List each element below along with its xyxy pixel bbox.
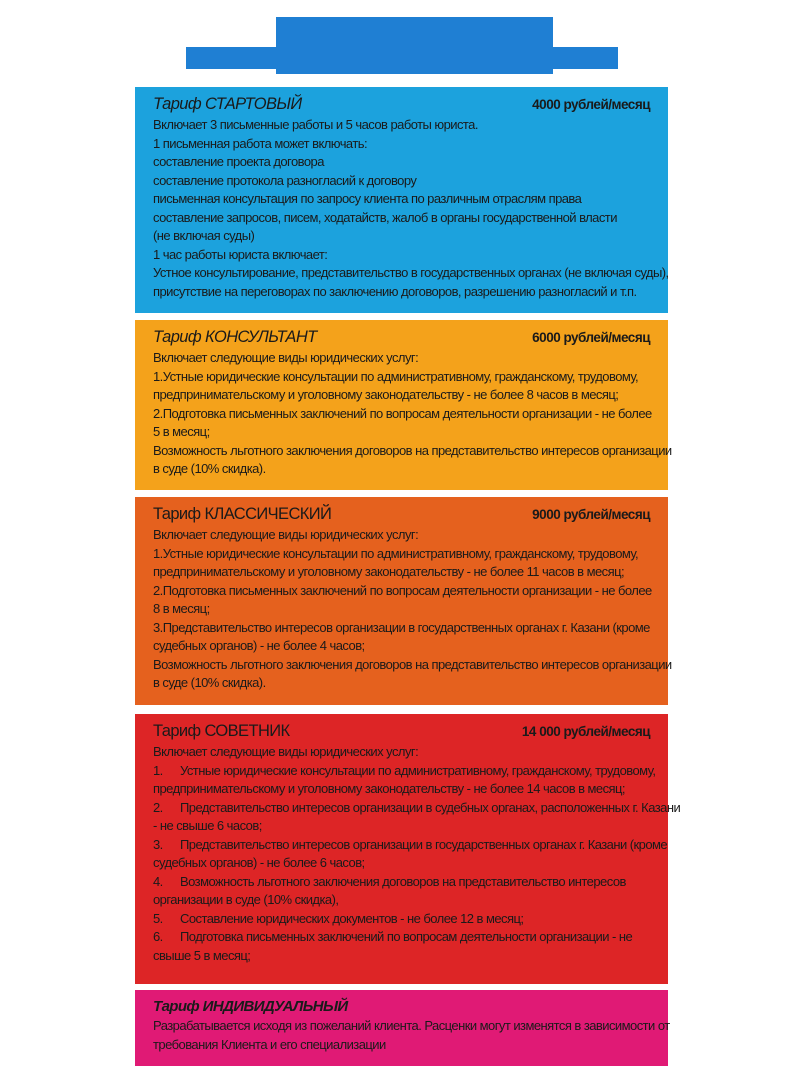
description-line: Устное консультирование, представительство в государственных органах (не включая суды), [153, 265, 669, 280]
description-line: предпринимательскому и уголовному законодательству - не более 8 часов в месяц; [153, 387, 619, 402]
description-line: 1.Устные юридические консультации по административному, гражданскому, трудовому, [153, 368, 639, 384]
tariff-card-start [135, 87, 668, 313]
description-line: составление проекта договора [153, 154, 324, 169]
tariff-price: 6000 рублей/месяц [532, 330, 650, 345]
list-item [153, 836, 668, 855]
tariff-price: 14 000 рублей/месяц [521, 724, 650, 739]
description-line: 8 в месяц; [153, 601, 210, 616]
list-number: 2. [153, 799, 163, 815]
description-line: присутствие на переговорах по заключению договоров, разрешению разногласий и т.п. [153, 283, 637, 299]
description-line: предпринимательскому и уголовному законодательству - не более 11 часов в месяц; [153, 564, 625, 579]
description-line: в суде (10% скидка). [153, 461, 266, 476]
tariff-description [153, 349, 672, 479]
list-item [153, 799, 681, 818]
description-line: 1 час работы юриста включает: [153, 246, 328, 262]
description-line: в суде (10% скидка). [153, 675, 266, 690]
description-line: 3.Представительство интересов организации в государственных органах г. Казани (кроме [153, 619, 650, 635]
list-number: 4. [153, 873, 163, 889]
description-line: Включает следующие виды юридических услуг: [153, 527, 419, 542]
description-line: Возможность льготного заключения договоров на представительство интересов организации [153, 656, 672, 672]
description-line: 2.Подготовка письменных заключений по вопросам деятельности организации - не более [153, 405, 652, 421]
tariff-title: Тариф ИНДИВИДУАЛЬНЫЙ [153, 998, 348, 1015]
description-line: 1.Устные юридические консультации по административному, гражданскому, трудовому, [153, 545, 639, 561]
description-line: Включает следующие виды юридических услуг: [153, 350, 419, 365]
description-line: 2.Подготовка письменных заключений по вопросам деятельности организации - не более [153, 582, 652, 598]
tariff-card-consultant [135, 320, 672, 490]
list-text: Представительство интересов организации в государственных органах г. Казани (кроме [180, 836, 668, 852]
list-continuation: предпринимательскому и уголовному законодательству - не более 14 часов в месяц; [153, 781, 625, 796]
description-line: (не включая суды) [153, 228, 255, 243]
list-continuation: организации в суде (10% скидка), [153, 892, 339, 907]
tariff-price: 9000 рублей/месяц [532, 507, 650, 522]
list-item [153, 910, 650, 929]
tariff-title: Тариф СОВЕТНИК [153, 722, 290, 740]
tariff-card-classic [135, 497, 672, 705]
list-text: Представительство интересов организации в судебных органах, расположенных г. Казани [180, 799, 681, 815]
tariff-description [153, 743, 681, 965]
description-line: Возможность льготного заключения договоров на представительство интересов организации [153, 442, 672, 458]
description-line: письменная консультация по запросу клиента по различным отраслям права [153, 191, 582, 206]
tariff-description [153, 116, 669, 301]
tariff-title: Тариф КЛАССИЧЕСКИЙ [153, 505, 332, 523]
list-number: 3. [153, 836, 163, 852]
description-line: составление протокола разногласий к договору [153, 172, 417, 188]
tariff-price: 4000 рублей/месяц [532, 97, 650, 112]
list-number: 1. [153, 762, 163, 778]
header-banner-block [276, 17, 553, 74]
tariff-description [153, 1017, 670, 1054]
description-line: требования Клиента и его специализации [153, 1036, 386, 1052]
list-item [153, 762, 656, 781]
list-continuation: свыше 5 в месяц; [153, 947, 251, 963]
list-text: Устные юридические консультации по административному, гражданскому, трудовому, [180, 762, 656, 778]
list-number: 5. [153, 910, 163, 926]
description-line: Включает следующие виды юридических услуг: [153, 744, 419, 759]
description-line: 1 письменная работа может включать: [153, 135, 368, 151]
tariff-description [153, 526, 672, 693]
list-text: Составление юридических документов - не более 12 в месяц; [180, 910, 524, 926]
list-continuation: судебных органов) - не более 6 часов; [153, 855, 365, 870]
description-line: Включает 3 письменные работы и 5 часов работы юриста. [153, 117, 478, 132]
list-text: Подготовка письменных заключений по вопросам деятельности организации - не [180, 929, 633, 944]
list-item [153, 928, 650, 947]
tariff-title: Тариф СТАРТОВЫЙ [153, 95, 302, 113]
tariff-title: Тариф КОНСУЛЬТАНТ [153, 328, 317, 346]
description-line: Разрабатывается исходя из пожеланий клиента. Расценки могут изменятся в зависимости от [153, 1018, 670, 1033]
tariff-card-individual [135, 990, 668, 1066]
list-continuation: - не свыше 6 часов; [153, 818, 262, 833]
list-text: Возможность льготного заключения договоров на представительство интересов [180, 873, 626, 889]
list-number: 6. [153, 929, 163, 944]
tariff-card-advisor [135, 714, 681, 984]
description-line: судебных органов) - не более 4 часов; [153, 638, 365, 653]
list-item [153, 873, 650, 892]
description-line: 5 в месяц; [153, 424, 210, 439]
description-line: составление запросов, писем, ходатайств, жалоб в органы государственной власти [153, 209, 617, 225]
